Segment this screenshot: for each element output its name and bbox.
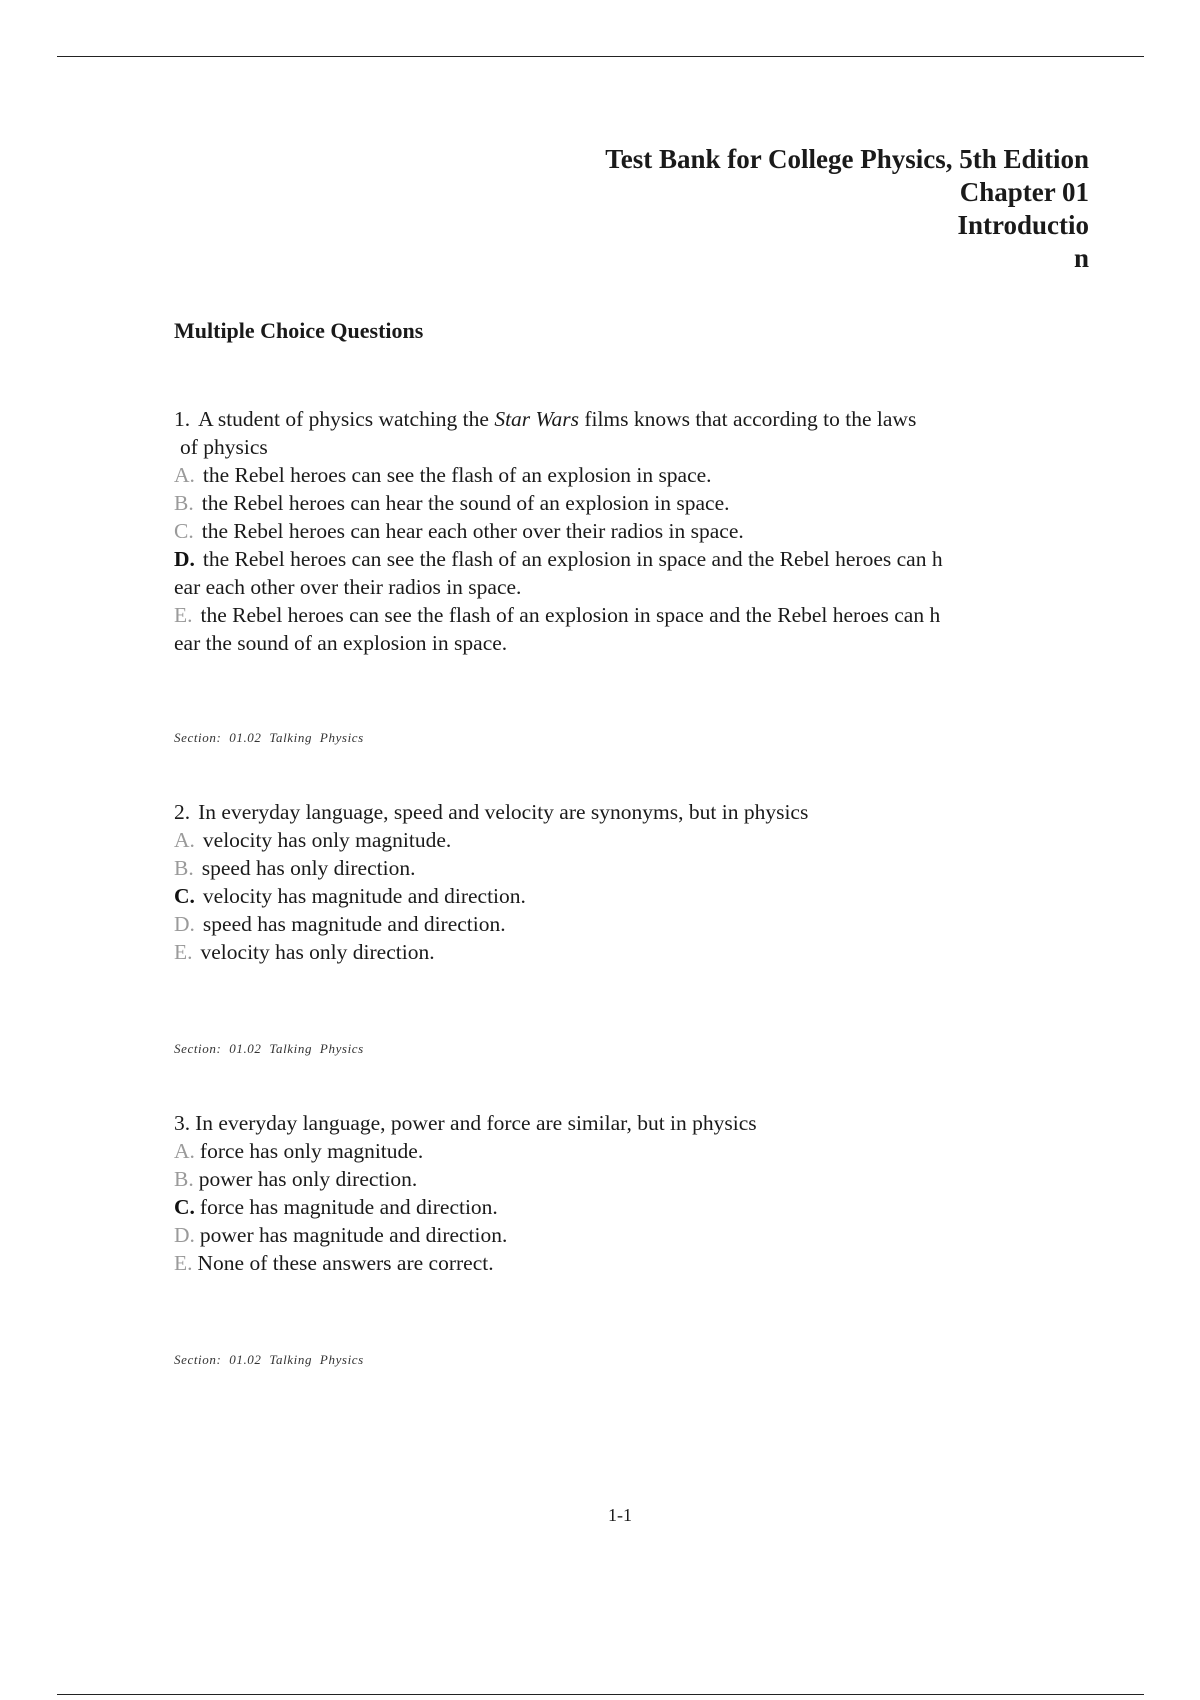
- bottom-rule: [57, 1694, 1144, 1695]
- option-letter: C.: [174, 884, 195, 908]
- option-text: the Rebel heroes can see the flash of an explosion in space.: [202, 463, 712, 487]
- option-text-continued: ear each other over their radios in space.: [174, 575, 522, 599]
- title-line-topic-wrap: n: [1073, 243, 1089, 273]
- option-text: force has only magnitude.: [199, 1139, 424, 1163]
- option-text: the Rebel heroes can hear the sound of an explosion in space.: [201, 491, 730, 515]
- section-tag: Section: 01.02 Talking Physics: [174, 1041, 364, 1056]
- title-line-topic: Introductio: [957, 210, 1089, 240]
- option-text: velocity has only direction.: [200, 940, 435, 964]
- option-d: [174, 910, 1074, 938]
- question-number: 2.: [174, 800, 191, 824]
- option-letter: A.: [174, 463, 195, 487]
- option-b: [174, 489, 1074, 517]
- option-letter: D.: [174, 1223, 195, 1247]
- section-tag: Section: 01.02 Talking Physics: [174, 730, 364, 745]
- option-letter: E.: [174, 940, 193, 964]
- stem-text: In everyday language, power and force are similar, but in physics: [195, 1111, 757, 1135]
- section-tag: Section: 01.02 Talking Physics: [174, 1352, 364, 1367]
- question-3: [174, 1109, 1074, 1277]
- option-text: the Rebel heroes can see the flash of an explosion in space and the Rebel heroes can h: [202, 547, 943, 571]
- stem-text: A student of physics watching the: [198, 407, 495, 431]
- option-text: the Rebel heroes can see the flash of an explosion in space and the Rebel heroes can h: [200, 603, 941, 627]
- option-letter: E.: [174, 1251, 193, 1275]
- option-text: velocity has magnitude and direction.: [202, 884, 526, 908]
- option-letter: C.: [174, 1195, 195, 1219]
- option-b: [174, 1165, 1074, 1193]
- stem-italic-title: Star Wars: [494, 407, 579, 431]
- question-stem: [174, 1109, 1074, 1137]
- option-e: [174, 601, 1074, 629]
- question-stem: [174, 405, 1074, 433]
- option-letter: B.: [174, 1167, 194, 1191]
- option-letter: A.: [174, 828, 195, 852]
- option-d: [174, 1221, 1074, 1249]
- stem-text: In everyday language, speed and velocity are synonyms, but in physics: [198, 800, 809, 824]
- option-text: the Rebel heroes can hear each other over their radios in space.: [201, 519, 744, 543]
- option-b: [174, 854, 1074, 882]
- option-d-correct: [174, 545, 1074, 573]
- option-c: [174, 517, 1074, 545]
- option-letter: D.: [174, 912, 195, 936]
- option-text: speed has only direction.: [201, 856, 416, 880]
- question-number: 3.: [174, 1111, 191, 1135]
- option-a: [174, 826, 1074, 854]
- option-letter: B.: [174, 856, 194, 880]
- top-rule: [57, 56, 1144, 57]
- option-letter: D.: [174, 547, 195, 571]
- option-c-correct: [174, 882, 1074, 910]
- question-1: [174, 405, 1074, 657]
- option-a: [174, 1137, 1074, 1165]
- page-number: 1-1: [608, 1505, 632, 1525]
- document-title: [529, 143, 1089, 275]
- option-text-continued: ear the sound of an explosion in space.: [174, 631, 508, 655]
- option-text: power has only direction.: [198, 1167, 418, 1191]
- option-letter: C.: [174, 519, 194, 543]
- option-e: [174, 938, 1074, 966]
- section-heading: Multiple Choice Questions: [174, 318, 424, 343]
- stem-text: films knows that according to the laws: [578, 407, 917, 431]
- question-stem: [174, 798, 1074, 826]
- option-text: velocity has only magnitude.: [202, 828, 452, 852]
- option-text: force has magnitude and direction.: [199, 1195, 498, 1219]
- option-c-correct: [174, 1193, 1074, 1221]
- option-letter: A.: [174, 1139, 195, 1163]
- option-text: speed has magnitude and direction.: [202, 912, 506, 936]
- option-letter: E.: [174, 603, 193, 627]
- question-number: 1.: [174, 407, 191, 431]
- option-a: [174, 461, 1074, 489]
- stem-continued: of physics: [180, 435, 268, 459]
- question-2: [174, 798, 1074, 966]
- option-text: power has magnitude and direction.: [199, 1223, 508, 1247]
- title-line-chapter: Chapter 01: [959, 177, 1089, 207]
- title-line-book: Test Bank for College Physics, 5th Edition: [605, 144, 1089, 174]
- option-e: [174, 1249, 1074, 1277]
- option-text: None of these answers are correct.: [197, 1251, 494, 1275]
- option-letter: B.: [174, 491, 194, 515]
